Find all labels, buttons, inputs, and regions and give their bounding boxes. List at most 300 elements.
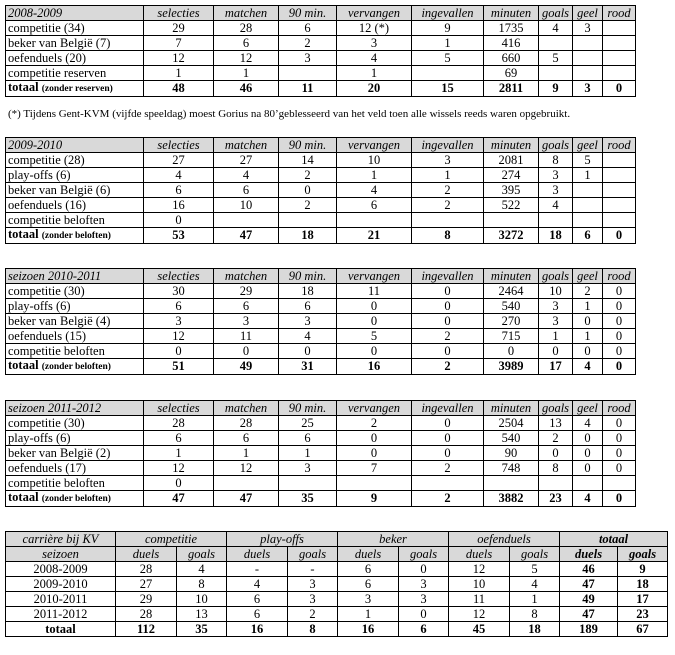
total-label <box>6 228 144 244</box>
table-row <box>6 476 636 491</box>
table-row <box>6 36 636 51</box>
cell: 5 <box>412 51 484 66</box>
cell: 18 <box>539 228 573 244</box>
cell: 18 <box>510 622 560 637</box>
cell <box>603 198 636 213</box>
cell: 10 <box>449 577 510 592</box>
cell: 2 <box>412 329 484 344</box>
col-header: selecties <box>144 6 214 21</box>
cell: 13 <box>177 607 227 622</box>
career-summary-table <box>5 531 668 637</box>
cell <box>603 183 636 198</box>
cell: 1 <box>412 168 484 183</box>
col-header: goals <box>539 6 573 21</box>
cell: 4 <box>279 329 337 344</box>
career-title: carrière bij KV <box>6 532 116 547</box>
cell: 4 <box>337 183 412 198</box>
cell: 6 <box>338 577 399 592</box>
cell: 10 <box>337 153 412 168</box>
cell: 1 <box>539 329 573 344</box>
cell: 270 <box>484 314 539 329</box>
cell: 0 <box>603 431 636 446</box>
cell: 0 <box>603 81 636 97</box>
cell: 3 <box>279 314 337 329</box>
col-header: goals <box>539 401 573 416</box>
cell: 0 <box>412 344 484 359</box>
cell: 2 <box>337 416 412 431</box>
cell <box>573 476 603 491</box>
cell: 12 <box>449 562 510 577</box>
cell: 4 <box>539 198 573 213</box>
cell: 6 <box>279 299 337 314</box>
table-header-row <box>6 138 636 153</box>
cell: 4 <box>144 168 214 183</box>
cell: 67 <box>618 622 668 637</box>
cell: 11 <box>279 81 337 97</box>
cell: 8 <box>177 577 227 592</box>
cell <box>279 66 337 81</box>
cell: 47 <box>560 607 618 622</box>
col-header: geel <box>573 138 603 153</box>
row-label: competitie reserven <box>6 66 144 81</box>
cell: 2504 <box>484 416 539 431</box>
cell <box>279 213 337 228</box>
season-cell: 2010-2011 <box>6 592 116 607</box>
col-header: vervangen <box>337 401 412 416</box>
cell: 748 <box>484 461 539 476</box>
cell: 715 <box>484 329 539 344</box>
cell: 0 <box>412 284 484 299</box>
cell: 2811 <box>484 81 539 97</box>
cell <box>573 36 603 51</box>
cell: 30 <box>144 284 214 299</box>
cell: 0 <box>412 446 484 461</box>
total-word: totaal <box>8 227 39 241</box>
cell <box>337 476 412 491</box>
career-sub-header-row <box>6 547 668 562</box>
col-header: vervangen <box>337 6 412 21</box>
cell: 16 <box>227 622 288 637</box>
cell: 0 <box>412 314 484 329</box>
sub-header: goals <box>618 547 668 562</box>
table-row <box>6 431 636 446</box>
cell: 1 <box>144 446 214 461</box>
col-header: minuten <box>484 269 539 284</box>
cell: 1735 <box>484 21 539 36</box>
col-header: rood <box>603 6 636 21</box>
cell: 4 <box>337 51 412 66</box>
cell: 0 <box>603 314 636 329</box>
total-row <box>6 622 668 637</box>
cell: 29 <box>116 592 177 607</box>
cell <box>573 198 603 213</box>
table-row <box>6 66 636 81</box>
sub-header: duels <box>338 547 399 562</box>
cell: 3 <box>539 299 573 314</box>
cell: 3 <box>337 36 412 51</box>
cell: 35 <box>177 622 227 637</box>
cell: 2 <box>573 284 603 299</box>
cell: 3 <box>539 314 573 329</box>
total-row <box>6 81 636 97</box>
cell <box>539 66 573 81</box>
cell: 27 <box>144 153 214 168</box>
cell: 2 <box>279 198 337 213</box>
cell: 17 <box>618 592 668 607</box>
group-header: totaal <box>560 532 668 547</box>
cell: 18 <box>279 228 337 244</box>
cell: 28 <box>116 562 177 577</box>
table-row <box>6 461 636 476</box>
col-header: ingevallen <box>412 6 484 21</box>
cell <box>573 213 603 228</box>
cell: 23 <box>539 491 573 507</box>
table-header-row <box>6 6 636 21</box>
cell: 522 <box>484 198 539 213</box>
cell: 2 <box>279 36 337 51</box>
cell: 5 <box>573 153 603 168</box>
cell: 2464 <box>484 284 539 299</box>
cell: 4 <box>573 416 603 431</box>
cell: 5 <box>337 329 412 344</box>
sub-header: duels <box>560 547 618 562</box>
total-suffix: (zonder beloften) <box>41 231 111 241</box>
cell: 10 <box>214 198 279 213</box>
cell: 20 <box>337 81 412 97</box>
col-header: goals <box>539 269 573 284</box>
cell: 4 <box>539 21 573 36</box>
table-header-row <box>6 269 636 284</box>
footnote: (*) Tijdens Gent-KVM (vijfde speeldag) moest Gorius na 80’geblesseerd van het veld toen alle wissels reeds waren opgebruikt. <box>8 108 571 120</box>
cell: 7 <box>144 36 214 51</box>
cell <box>603 21 636 36</box>
row-label: competitie beloften <box>6 344 144 359</box>
cell: 53 <box>144 228 214 244</box>
cell: 416 <box>484 36 539 51</box>
row-label: competitie (30) <box>6 416 144 431</box>
col-header: geel <box>573 269 603 284</box>
col-header: minuten <box>484 138 539 153</box>
cell: 23 <box>618 607 668 622</box>
cell: 0 <box>539 446 573 461</box>
cell: 12 <box>449 607 510 622</box>
col-header: 90 min. <box>279 6 337 21</box>
cell: 6 <box>399 622 449 637</box>
total-suffix: (zonder beloften) <box>41 494 111 504</box>
cell: 69 <box>484 66 539 81</box>
cell <box>603 213 636 228</box>
cell: 47 <box>214 228 279 244</box>
cell: 90 <box>484 446 539 461</box>
cell: 8 <box>288 622 338 637</box>
cell: 0 <box>603 299 636 314</box>
cell: 6 <box>337 198 412 213</box>
cell: 395 <box>484 183 539 198</box>
cell: 10 <box>539 284 573 299</box>
row-label: competitie beloften <box>6 213 144 228</box>
table-row <box>6 329 636 344</box>
col-header: 90 min. <box>279 269 337 284</box>
col-header: ingevallen <box>412 401 484 416</box>
row-label: beker van België (6) <box>6 183 144 198</box>
table-row <box>6 198 636 213</box>
cell: 4 <box>573 359 603 375</box>
cell: 16 <box>144 198 214 213</box>
table-row <box>6 183 636 198</box>
table-row <box>6 153 636 168</box>
cell: 0 <box>144 213 214 228</box>
total-suffix: (zonder reserven) <box>41 84 113 94</box>
cell: 1 <box>573 299 603 314</box>
cell: 4 <box>510 577 560 592</box>
sub-header: duels <box>227 547 288 562</box>
cell: 3 <box>573 21 603 36</box>
cell: 1 <box>144 66 214 81</box>
cell: 3 <box>573 81 603 97</box>
cell: 112 <box>116 622 177 637</box>
row-label: beker van België (2) <box>6 446 144 461</box>
cell: 4 <box>227 577 288 592</box>
cell: 6 <box>573 228 603 244</box>
cell: 48 <box>144 81 214 97</box>
cell: 0 <box>603 344 636 359</box>
cell: 6 <box>214 431 279 446</box>
cell: 3 <box>144 314 214 329</box>
total-word: totaal <box>8 490 39 504</box>
cell: - <box>288 562 338 577</box>
cell: 0 <box>144 476 214 491</box>
stats-table-2009-2010 <box>5 137 636 244</box>
col-header: rood <box>603 401 636 416</box>
col-header: vervangen <box>337 138 412 153</box>
cell: 11 <box>337 284 412 299</box>
row-label: competitie (30) <box>6 284 144 299</box>
cell <box>412 476 484 491</box>
cell: 16 <box>337 359 412 375</box>
cell: 0 <box>573 314 603 329</box>
cell: 1 <box>337 168 412 183</box>
cell: 0 <box>484 344 539 359</box>
cell: 8 <box>539 461 573 476</box>
col-header: matchen <box>214 6 279 21</box>
cell: 47 <box>560 577 618 592</box>
cell: 9 <box>618 562 668 577</box>
cell: 31 <box>279 359 337 375</box>
cell: 15 <box>412 81 484 97</box>
cell: 0 <box>573 344 603 359</box>
cell: 0 <box>603 416 636 431</box>
cell <box>573 66 603 81</box>
season-col-header: seizoen <box>6 547 116 562</box>
col-header: goals <box>539 138 573 153</box>
cell: 11 <box>449 592 510 607</box>
cell: 8 <box>539 153 573 168</box>
cell: 49 <box>560 592 618 607</box>
table-header-row <box>6 401 636 416</box>
cell: 45 <box>449 622 510 637</box>
cell: 9 <box>337 491 412 507</box>
cell: 5 <box>510 562 560 577</box>
cell: 0 <box>412 299 484 314</box>
season-cell: 2011-2012 <box>6 607 116 622</box>
cell: 0 <box>144 344 214 359</box>
total-row <box>6 491 636 507</box>
col-header: selecties <box>144 401 214 416</box>
col-header: ingevallen <box>412 269 484 284</box>
group-header: oefenduels <box>449 532 560 547</box>
cell: 6 <box>279 431 337 446</box>
cell: 0 <box>279 344 337 359</box>
table-row <box>6 446 636 461</box>
row-label: competitie (34) <box>6 21 144 36</box>
total-label <box>6 491 144 507</box>
cell <box>337 213 412 228</box>
cell: 1 <box>510 592 560 607</box>
total-row <box>6 359 636 375</box>
cell: 6 <box>214 183 279 198</box>
table-row <box>6 299 636 314</box>
cell: 6 <box>227 607 288 622</box>
table-row <box>6 607 668 622</box>
cell: 28 <box>144 416 214 431</box>
cell: 0 <box>337 344 412 359</box>
col-header: matchen <box>214 138 279 153</box>
col-header: selecties <box>144 138 214 153</box>
row-label: oefenduels (16) <box>6 198 144 213</box>
cell: 0 <box>603 228 636 244</box>
cell: 0 <box>412 431 484 446</box>
group-header: competitie <box>116 532 227 547</box>
cell: 46 <box>214 81 279 97</box>
table-row <box>6 577 668 592</box>
cell: 6 <box>279 21 337 36</box>
cell: 0 <box>214 344 279 359</box>
cell <box>484 476 539 491</box>
cell: 0 <box>399 562 449 577</box>
cell: 14 <box>279 153 337 168</box>
cell: 28 <box>214 416 279 431</box>
cell: 49 <box>214 359 279 375</box>
cell: 29 <box>144 21 214 36</box>
cell: 1 <box>573 329 603 344</box>
cell: 0 <box>573 461 603 476</box>
cell: 12 <box>214 51 279 66</box>
cell: 10 <box>177 592 227 607</box>
cell: 27 <box>214 153 279 168</box>
cell: 6 <box>227 592 288 607</box>
table-row <box>6 344 636 359</box>
cell: 29 <box>214 284 279 299</box>
cell: 1 <box>279 446 337 461</box>
total-suffix: (zonder beloften) <box>41 362 111 372</box>
cell: 1 <box>412 36 484 51</box>
cell: 28 <box>214 21 279 36</box>
cell <box>603 36 636 51</box>
cell: 1 <box>338 607 399 622</box>
cell: 274 <box>484 168 539 183</box>
cell: 3 <box>214 314 279 329</box>
col-header: minuten <box>484 6 539 21</box>
cell: 3989 <box>484 359 539 375</box>
season-header: seizoen 2011-2012 <box>6 401 144 416</box>
cell: 0 <box>573 446 603 461</box>
cell: 0 <box>337 299 412 314</box>
row-label: oefenduels (20) <box>6 51 144 66</box>
sub-header: duels <box>116 547 177 562</box>
col-header: selecties <box>144 269 214 284</box>
cell: 3 <box>279 51 337 66</box>
cell: 540 <box>484 299 539 314</box>
table-row <box>6 51 636 66</box>
cell: 0 <box>337 446 412 461</box>
col-header: vervangen <box>337 269 412 284</box>
cell <box>412 213 484 228</box>
cell: 18 <box>618 577 668 592</box>
cell: 4 <box>573 491 603 507</box>
cell <box>603 168 636 183</box>
col-header: 90 min. <box>279 401 337 416</box>
cell <box>539 476 573 491</box>
cell: 2 <box>412 198 484 213</box>
table-row <box>6 21 636 36</box>
cell: 17 <box>539 359 573 375</box>
cell: 2 <box>412 491 484 507</box>
cell <box>279 476 337 491</box>
cell: 12 (*) <box>337 21 412 36</box>
cell: 28 <box>116 607 177 622</box>
cell: 0 <box>603 461 636 476</box>
season-header: seizoen 2010-2011 <box>6 269 144 284</box>
stats-table-2010-2011 <box>5 268 636 375</box>
cell: 2 <box>539 431 573 446</box>
table-row <box>6 592 668 607</box>
cell: 0 <box>337 431 412 446</box>
stats-table-2011-2012 <box>5 400 636 507</box>
cell: 12 <box>144 461 214 476</box>
cell: 6 <box>214 299 279 314</box>
cell: 9 <box>412 21 484 36</box>
cell: 3 <box>412 153 484 168</box>
cell: 2 <box>412 359 484 375</box>
cell: 11 <box>214 329 279 344</box>
total-label <box>6 359 144 375</box>
cell: 0 <box>337 314 412 329</box>
table-row <box>6 213 636 228</box>
total-word: totaal <box>8 80 39 94</box>
table-row <box>6 168 636 183</box>
col-header: geel <box>573 6 603 21</box>
cell <box>603 51 636 66</box>
col-header: minuten <box>484 401 539 416</box>
cell <box>573 183 603 198</box>
career-group-header-row <box>6 532 668 547</box>
total-label: totaal <box>6 622 116 637</box>
season-header: 2008-2009 <box>6 6 144 21</box>
cell: 47 <box>144 491 214 507</box>
cell: 6 <box>338 562 399 577</box>
cell: 0 <box>539 344 573 359</box>
cell <box>214 476 279 491</box>
season-header: 2009-2010 <box>6 138 144 153</box>
cell: 51 <box>144 359 214 375</box>
cell: 21 <box>337 228 412 244</box>
table-row <box>6 562 668 577</box>
cell: 12 <box>144 329 214 344</box>
cell: 27 <box>116 577 177 592</box>
cell: 0 <box>573 431 603 446</box>
cell: 13 <box>539 416 573 431</box>
cell: 0 <box>603 446 636 461</box>
